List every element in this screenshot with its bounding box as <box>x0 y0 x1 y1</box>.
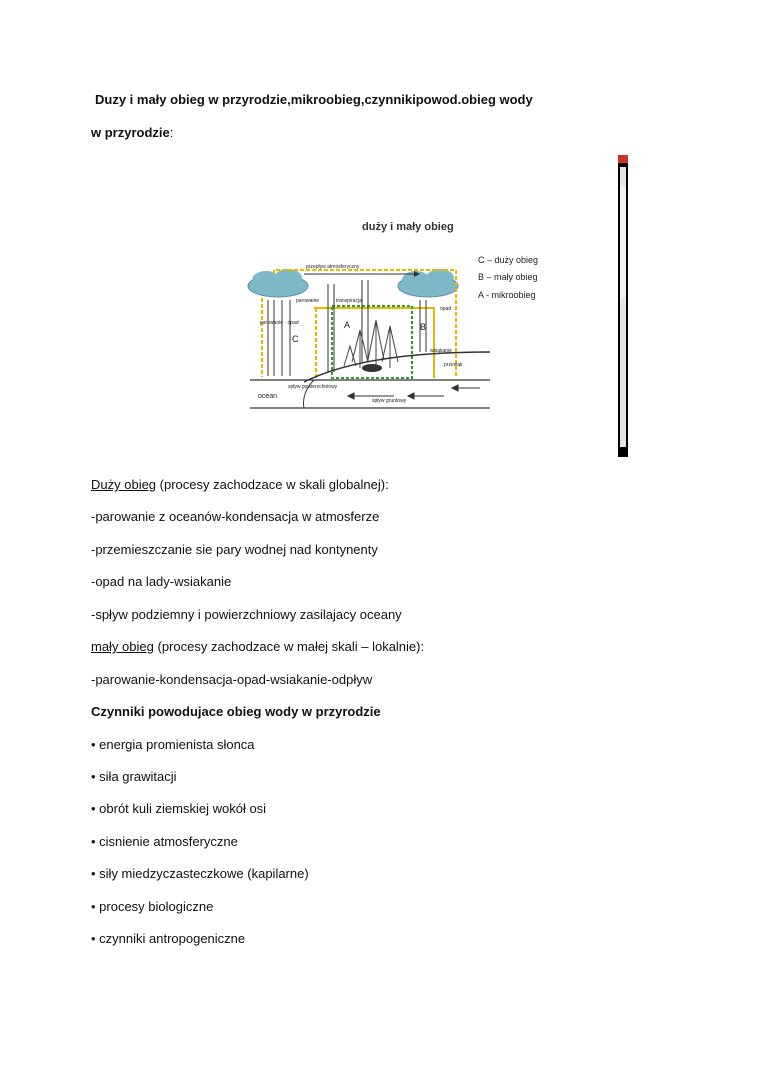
section-maly-obieg <box>91 639 424 654</box>
scrollbar-thumb[interactable] <box>620 187 626 297</box>
bullet-item: • siła grawitacji <box>91 769 177 784</box>
list-item: -parowanie-kondensacja-opad-wsiakanie-odpływ <box>91 672 373 687</box>
marker-b: B <box>420 322 427 332</box>
label-opad: opad <box>440 306 452 312</box>
label-splyw-gruntowy: spływ gruntowy <box>372 398 407 404</box>
label-przeplyw: przepływ atmosferyczny <box>306 264 360 270</box>
label-splyw-powierzchniowy: spływ powierzchniowy <box>288 384 338 390</box>
list-item: -przemieszczanie sie pary wodnej nad kontynenty <box>91 542 378 557</box>
lake-icon <box>362 364 382 372</box>
list-item: -parowanie z oceanów-kondensacja w atmosferze <box>91 509 380 524</box>
label-przesiak: przesiąk <box>444 362 463 368</box>
bullet-item: • czynniki antropogeniczne <box>91 931 246 946</box>
label-transpiracja: transpiracja <box>336 298 362 304</box>
label-ocean: ocean <box>258 393 278 400</box>
section-maly-obieg-title: mały obieg <box>91 639 154 654</box>
cloud-left <box>248 269 308 297</box>
scrollbar-strip[interactable] <box>618 155 628 457</box>
legend-a: A - mikroobieg <box>478 290 536 300</box>
subtitle-colon: : <box>169 125 174 140</box>
list-item: -spływ podziemny i powierzchniowy zasilajacy oceany <box>91 607 402 622</box>
section-duzy-obieg-desc: (procesy zachodzace w skali globalnej): <box>156 477 389 492</box>
figure-heading: duży i mały obieg <box>362 221 454 233</box>
section-heading-czynniki: Czynniki powodujace obieg wody w przyrodzie <box>91 704 381 719</box>
legend-c: C – duży obieg <box>478 255 539 265</box>
water-cycle-diagram <box>244 212 564 416</box>
section-duzy-obieg <box>91 477 389 492</box>
label-parowanie: parowanie <box>296 298 320 304</box>
cloud-right <box>398 269 458 297</box>
bullet-item: • siły miedzyczasteczkowe (kapilarne) <box>91 866 309 881</box>
label-wsiakanie: wsiąkanie <box>430 348 452 354</box>
label-parowanie-opad: parowanie · opad <box>260 320 299 326</box>
bullet-item: • energia promienista słonca <box>91 737 255 752</box>
legend-b: B – mały obieg <box>478 272 538 282</box>
bullet-item: • obrót kuli ziemskiej wokół osi <box>91 801 267 816</box>
subtitle-bold: w przyrodzie <box>91 125 170 140</box>
section-maly-obieg-desc: (procesy zachodzace w małej skali – lokalnie): <box>153 639 425 654</box>
document-title: Duzy i mały obieg w przyrodzie,mikroobieg,czynnikipowod.obieg wody <box>95 92 533 107</box>
section-duzy-obieg-title: Duży obieg <box>91 477 157 492</box>
bullet-item: • cisnienie atmosferyczne <box>91 834 238 849</box>
scrollbar-top <box>618 155 628 163</box>
marker-c: C <box>292 334 299 344</box>
list-item: -opad na lady-wsiakanie <box>91 574 232 589</box>
atmospheric-flow-arrow <box>304 271 420 277</box>
bullet-item: • procesy biologiczne <box>91 899 214 914</box>
document-subtitle <box>91 125 173 140</box>
marker-a: A <box>344 320 351 330</box>
runoff-arrows <box>348 385 480 399</box>
